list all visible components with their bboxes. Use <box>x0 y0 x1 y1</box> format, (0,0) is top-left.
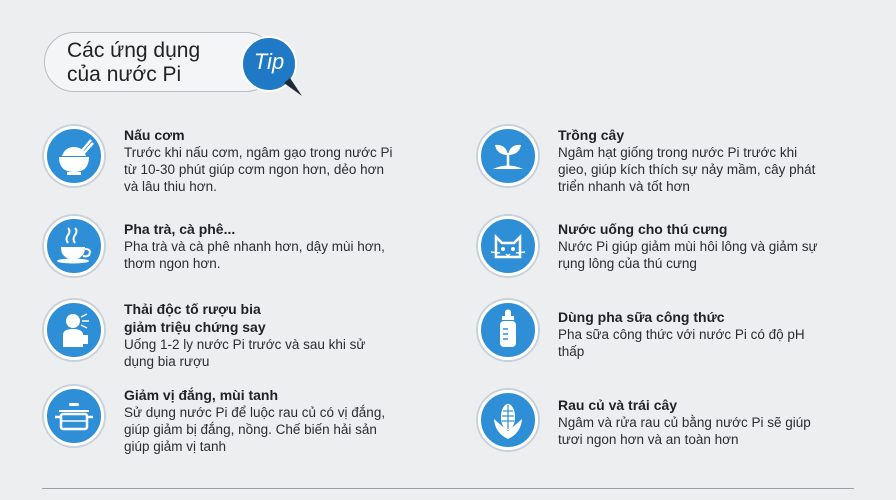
item-title: Dùng pha sữa công thức <box>558 309 725 325</box>
item-formula <box>478 300 878 370</box>
item-vegetables <box>478 390 878 460</box>
cat-icon <box>478 216 538 276</box>
page-title: Các ứng dụng của nước Pi <box>67 39 201 86</box>
item-title: Rau củ và trái cây <box>558 397 678 413</box>
tip-label: Tip <box>253 49 285 74</box>
item-description: Pha sữa công thức với nước Pi có độ pH thấp <box>558 327 805 359</box>
item-title: Nước uống cho thú cưng <box>558 221 728 237</box>
item-title: Nấu cơm <box>124 127 185 143</box>
baby-bottle-icon <box>478 300 538 360</box>
item-title: Thải độc tố rượu bia giảm triệu chứng say <box>124 301 266 335</box>
item-description: Ngâm hạt giống trong nước Pi trước khi gieo, giúp kích thích sự nảy mầm, cây phát triển nhanh và tốt hơn <box>558 145 816 194</box>
item-tea <box>44 216 444 276</box>
item-title: Giảm vị đắng, mùi tanh <box>124 387 279 403</box>
cooking-pot-icon <box>44 386 104 446</box>
item-cooking <box>44 386 444 456</box>
sprout-icon <box>478 126 538 186</box>
corn-icon <box>478 390 538 450</box>
item-detox <box>44 300 444 370</box>
tip-badge <box>240 36 296 92</box>
tea-cup-icon <box>44 216 104 276</box>
item-description: Uống 1-2 ly nước Pi trước và sau khi sử dụng bia rượu <box>124 337 366 369</box>
bottom-divider <box>42 488 854 489</box>
item-plant <box>478 126 878 196</box>
item-description: Pha trà và cà phê nhanh hơn, dậy mùi hơn, thơm ngon hơn. <box>124 239 385 271</box>
item-title: Pha trà, cà phê... <box>124 221 236 237</box>
item-rice <box>44 126 444 196</box>
item-description: Sử dụng nước Pi để luộc rau củ có vị đắng, giúp giảm bị đắng, nồng. Chế biến hải sản giúp giảm vị tanh <box>124 405 386 454</box>
item-pet <box>478 216 878 276</box>
item-title: Trồng cây <box>558 127 625 143</box>
item-description: Trước khi nấu cơm, ngâm gạo trong nước Pi từ 10-30 phút giúp cơm ngon hơn, dẻo hơn và lâu thiu hơn. <box>124 145 393 194</box>
drunk-person-icon <box>44 300 104 360</box>
item-description: Ngâm và rửa rau củ bằng nước Pi sẽ giúp tươi ngon hơn và an toàn hơn <box>558 415 811 447</box>
item-description: Nước Pi giúp giảm mùi hôi lông và giảm sự rụng lông của thú cưng <box>558 239 818 271</box>
rice-bowl-icon <box>44 126 104 186</box>
